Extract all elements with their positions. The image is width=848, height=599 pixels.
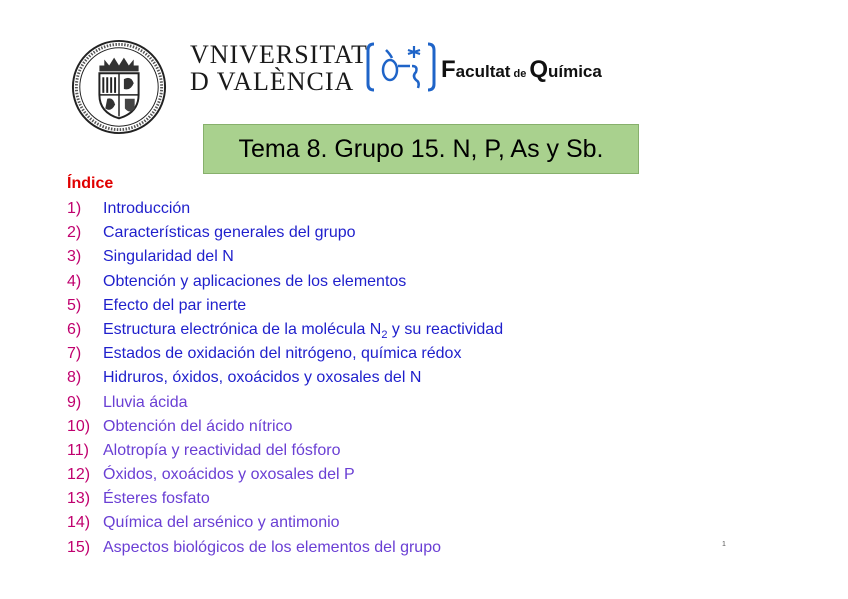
index-item-text-after: y su reactividad	[387, 320, 504, 338]
slide-title: Tema 8. Grupo 15. N, P, As y Sb.	[238, 134, 604, 163]
index-item-text: Ésteres fosfato	[103, 490, 210, 508]
university-logo-icon	[364, 40, 438, 94]
index-item-text: Singularidad del N	[103, 248, 234, 266]
index-item-number: 8)	[67, 369, 82, 387]
faculty-word-quimica: uímica	[547, 62, 602, 81]
index-item-number: 1)	[67, 200, 82, 217]
index-item-number: 2)	[67, 224, 82, 242]
index-item-number: 13)	[67, 490, 91, 508]
index-item-text: Características generales del grupo	[103, 224, 356, 242]
title-box	[203, 124, 639, 174]
index-item-text: Hidruros, óxidos, oxoácidos y oxosales del N	[103, 369, 422, 387]
index-item-text-before: Estructura electrónica de la molécula N	[103, 320, 382, 338]
index-item-text: Introducción	[103, 200, 191, 217]
index-item-text: Química del arsénico y antimonio	[103, 514, 340, 532]
index-item-text: Óxidos, oxoácidos y oxosales del P	[103, 466, 355, 484]
page-number: 1	[722, 541, 726, 548]
university-name-line2: D VALÈNCIA	[190, 67, 355, 96]
university-seal-icon	[70, 38, 168, 136]
index-item-number: 3)	[67, 248, 82, 266]
index-item-text: Obtención y aplicaciones de los elementos	[103, 272, 407, 290]
index-item-number: 7)	[67, 345, 82, 363]
index-item-text: Obtención del ácido nítrico	[103, 417, 293, 435]
index-item-number: 14)	[67, 514, 91, 532]
faculty-name	[441, 56, 602, 84]
faculty-initial-q: Q	[529, 56, 548, 83]
university-wordmark	[190, 40, 390, 100]
index-heading: Índice	[67, 175, 114, 192]
index-item-text	[103, 319, 503, 346]
faculty-initial-f: F	[441, 56, 456, 83]
index-item-text: Efecto del par inerte	[103, 296, 247, 314]
index-item-number: 15)	[67, 538, 91, 556]
index-item-text: Alotropía y reactividad del fósforo	[103, 441, 341, 459]
index-item-text: Estados de oxidación del nitrógeno, química rédox	[103, 345, 462, 363]
index-item-subscript: 2	[381, 329, 388, 342]
index-item-number: 12)	[67, 466, 91, 484]
index-item-number: 11)	[67, 441, 89, 459]
university-name-line1: VNIVERSITAT	[190, 40, 368, 69]
index-item-text: Lluvia ácida	[103, 393, 188, 411]
index-item-number: 5)	[67, 296, 82, 314]
index-item-text: Aspectos biológicos de los elementos del grupo	[103, 538, 441, 556]
index-item-number: 6)	[67, 320, 82, 338]
faculty-word-de: de	[513, 68, 527, 80]
faculty-word-facultat: acultat	[455, 62, 511, 81]
index-item-number: 10)	[67, 417, 91, 435]
index-item-number: 4)	[67, 272, 82, 290]
index-item-number: 9)	[67, 393, 82, 411]
